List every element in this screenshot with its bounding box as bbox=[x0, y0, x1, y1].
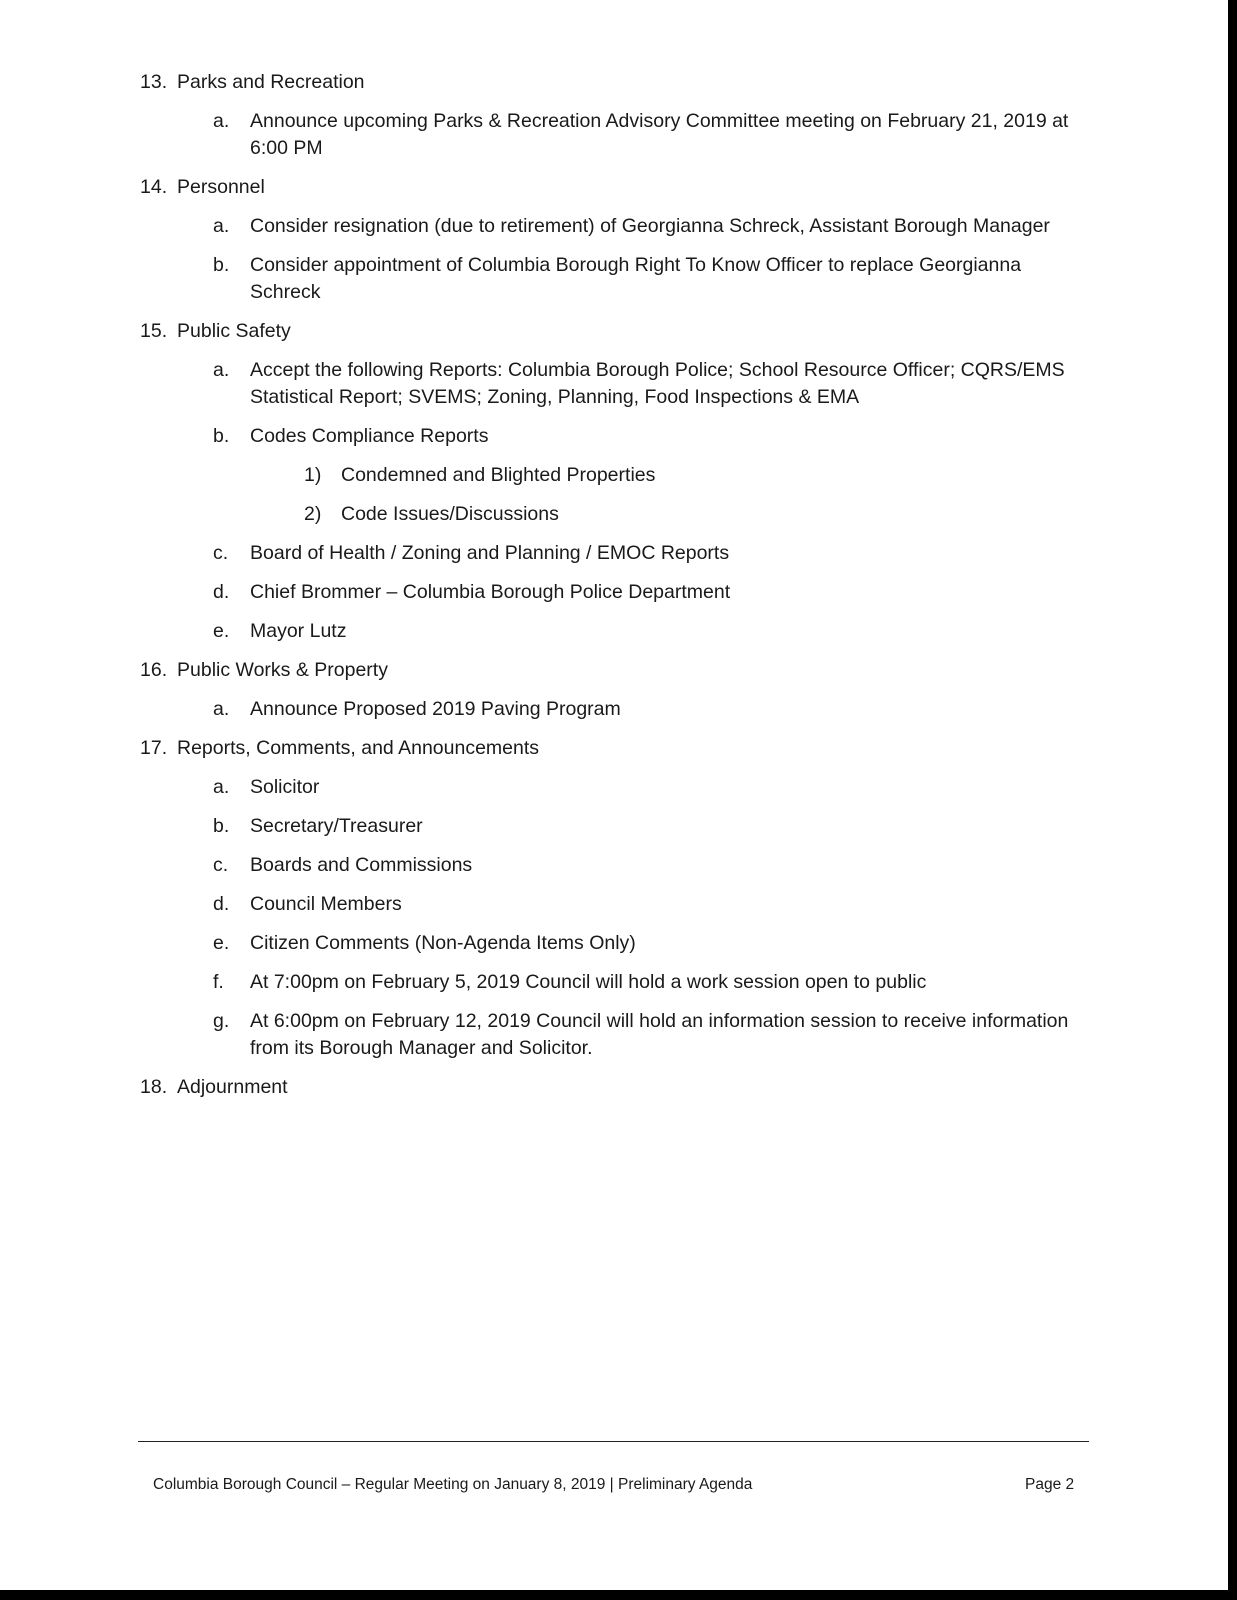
section-title: Adjournment bbox=[177, 1076, 288, 1098]
item-17d bbox=[213, 891, 1093, 918]
section-title: Parks and Recreation bbox=[177, 71, 365, 93]
item-17e bbox=[213, 930, 1093, 957]
item-17g bbox=[213, 1008, 1093, 1062]
item-text: Mayor Lutz bbox=[250, 620, 347, 642]
section-16 bbox=[140, 657, 388, 684]
item-text: Codes Compliance Reports bbox=[250, 425, 489, 447]
item-text: Announce upcoming Parks & Recreation Advisory Committee meeting on February 21, 2019 at 6:00 PM bbox=[250, 110, 1069, 159]
item-label: d. bbox=[213, 893, 230, 915]
item-label: b. bbox=[213, 254, 230, 276]
item-text: Board of Health / Zoning and Planning / EMOC Reports bbox=[250, 542, 730, 564]
subitem-text: Code Issues/Discussions bbox=[341, 503, 559, 525]
subitem-label: 1) bbox=[304, 464, 322, 486]
item-label: g. bbox=[213, 1010, 230, 1032]
item-13a bbox=[213, 108, 1093, 162]
item-label: b. bbox=[213, 815, 230, 837]
section-title: Public Safety bbox=[177, 320, 291, 342]
item-15b bbox=[213, 423, 1093, 450]
item-label: a. bbox=[213, 359, 230, 381]
item-label: f. bbox=[213, 971, 224, 993]
section-number: 15. bbox=[140, 320, 168, 342]
item-text: Secretary/Treasurer bbox=[250, 815, 423, 837]
item-text: Solicitor bbox=[250, 776, 320, 798]
subitem-15b-2 bbox=[304, 501, 559, 528]
item-14a bbox=[213, 213, 1093, 240]
item-15a bbox=[213, 357, 1093, 411]
item-label: a. bbox=[213, 215, 230, 237]
item-label: a. bbox=[213, 776, 230, 798]
item-label: c. bbox=[213, 854, 229, 876]
page-number: Page 2 bbox=[1025, 1476, 1075, 1493]
item-text: Announce Proposed 2019 Paving Program bbox=[250, 698, 621, 720]
section-17 bbox=[140, 735, 539, 762]
item-15c bbox=[213, 540, 1093, 567]
section-14 bbox=[140, 174, 265, 201]
subitem-15b-1 bbox=[304, 462, 655, 489]
item-text: Accept the following Reports: Columbia Borough Police; School Resource Officer; CQRS/EMS Statistical Report; SVEMS; Zoning, Planning, Food Inspections & EMA bbox=[250, 359, 1065, 408]
section-title: Personnel bbox=[177, 176, 265, 198]
item-text: Council Members bbox=[250, 893, 402, 915]
item-label: d. bbox=[213, 581, 230, 603]
subitem-text: Condemned and Blighted Properties bbox=[341, 464, 656, 486]
item-17b bbox=[213, 813, 1093, 840]
item-text: Citizen Comments (Non-Agenda Items Only) bbox=[250, 932, 636, 954]
item-label: e. bbox=[213, 620, 230, 642]
item-label: a. bbox=[213, 110, 230, 132]
subitem-label: 2) bbox=[304, 503, 322, 525]
item-label: b. bbox=[213, 425, 230, 447]
item-15d bbox=[213, 579, 1093, 606]
item-17c bbox=[213, 852, 1093, 879]
section-number: 17. bbox=[140, 737, 168, 759]
item-14b bbox=[213, 252, 1093, 306]
section-18 bbox=[140, 1074, 288, 1101]
item-text: At 7:00pm on February 5, 2019 Council will hold a work session open to public bbox=[250, 971, 927, 993]
item-label: e. bbox=[213, 932, 230, 954]
section-number: 16. bbox=[140, 659, 168, 681]
section-15 bbox=[140, 318, 291, 345]
item-text: Consider appointment of Columbia Borough Right To Know Officer to replace Georgianna Schreck bbox=[250, 254, 1022, 303]
footer-divider bbox=[138, 1441, 1089, 1442]
footer-title: Columbia Borough Council – Regular Meeting on January 8, 2019 | Preliminary Agenda bbox=[153, 1476, 753, 1493]
item-17a bbox=[213, 774, 1093, 801]
item-text: Consider resignation (due to retirement) of Georgianna Schreck, Assistant Borough Manager bbox=[250, 215, 1050, 237]
item-text: Boards and Commissions bbox=[250, 854, 473, 876]
section-title: Public Works & Property bbox=[177, 659, 388, 681]
item-15e bbox=[213, 618, 1093, 645]
item-text: Chief Brommer – Columbia Borough Police Department bbox=[250, 581, 731, 603]
section-13 bbox=[140, 69, 365, 96]
item-16a bbox=[213, 696, 1093, 723]
item-17f bbox=[213, 969, 1093, 996]
item-label: c. bbox=[213, 542, 229, 564]
section-number: 13. bbox=[140, 71, 168, 93]
section-title: Reports, Comments, and Announcements bbox=[177, 737, 540, 759]
item-text: At 6:00pm on February 12, 2019 Council will hold an information session to receive information from its Borough Manager and Solicitor. bbox=[250, 1010, 1069, 1059]
section-number: 14. bbox=[140, 176, 168, 198]
section-number: 18. bbox=[140, 1076, 168, 1098]
item-label: a. bbox=[213, 698, 230, 720]
